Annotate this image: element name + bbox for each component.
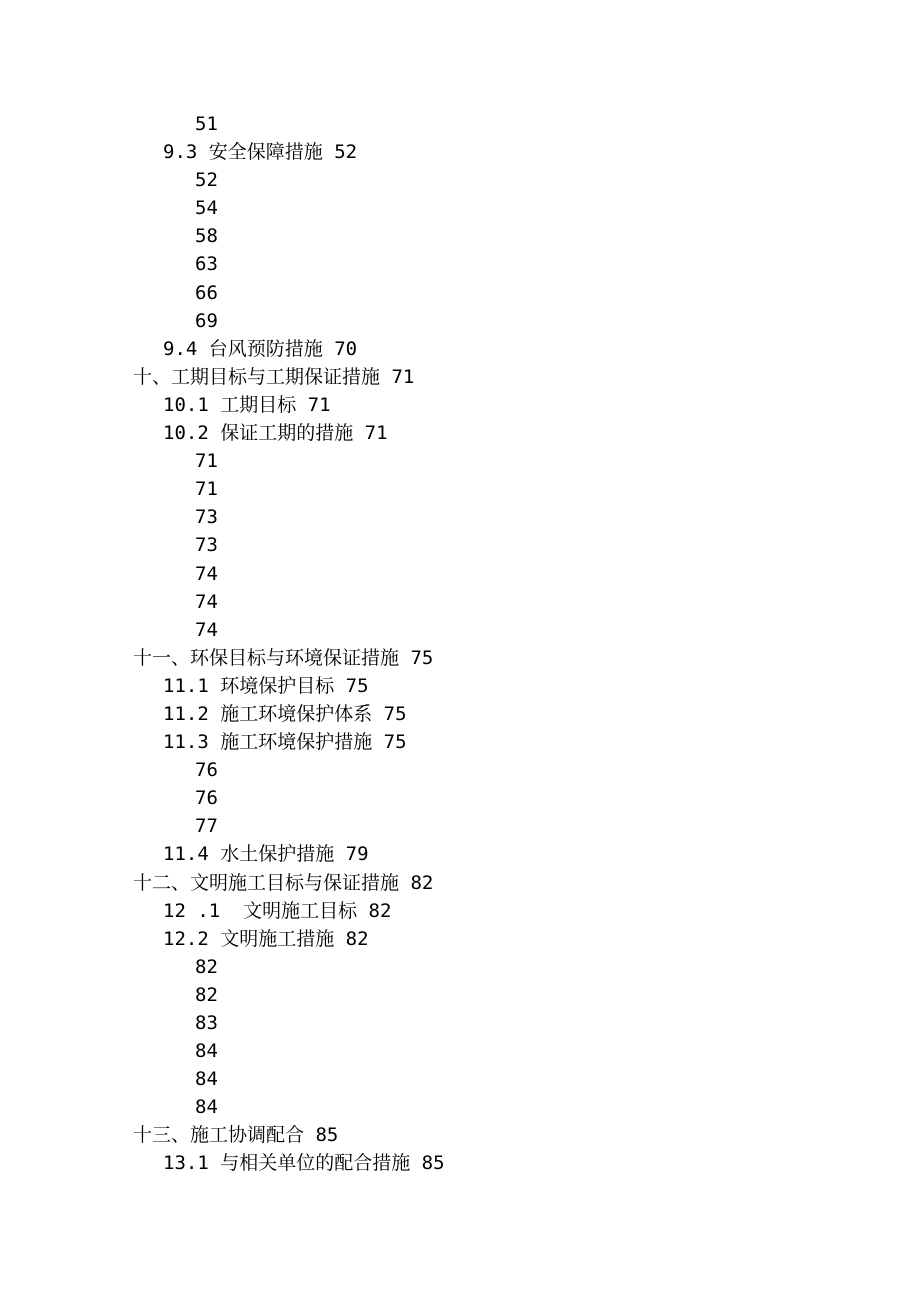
toc-section-entry: 11.3 施工环境保护措施 75: [163, 731, 407, 754]
toc-section-entry: 9.3 安全保障措施 52: [163, 141, 358, 164]
toc-page-number-entry: 82: [195, 983, 218, 1006]
toc-page-number-entry: 71: [195, 478, 218, 501]
toc-page-number-entry: 73: [195, 534, 218, 557]
toc-page-number-entry: 84: [195, 1096, 218, 1119]
toc-page-number-entry: 82: [195, 955, 218, 978]
toc-chapter-entry: 十三、施工协调配合 85: [133, 1124, 339, 1147]
toc-page-number-entry: 58: [195, 225, 218, 248]
toc-section-entry: 11.1 环境保护目标 75: [163, 674, 369, 697]
toc-section-entry: 11.4 水土保护措施 79: [163, 843, 369, 866]
toc-page-number-entry: 54: [195, 197, 218, 220]
toc-chapter-entry: 十一、环保目标与环境保证措施 75: [133, 646, 434, 669]
toc-page-number-entry: 76: [195, 787, 218, 810]
toc-page-number-entry: 71: [195, 450, 218, 473]
toc-page-number-entry: 73: [195, 506, 218, 529]
toc-chapter-entry: 十、工期目标与工期保证措施 71: [133, 365, 415, 388]
toc-page-number-entry: 76: [195, 759, 218, 782]
toc-page-number-entry: 66: [195, 281, 218, 304]
toc-page-number-entry: 74: [195, 562, 218, 585]
toc-section-entry: 9.4 台风预防措施 70: [163, 337, 358, 360]
toc-section-entry: 12.2 文明施工措施 82: [163, 927, 369, 950]
toc-page-number-entry: 77: [195, 815, 218, 838]
toc-section-entry: 12 .1 文明施工目标 82: [163, 899, 392, 922]
toc-chapter-entry: 十二、文明施工目标与保证措施 82: [133, 871, 434, 894]
toc-page-number-entry: 84: [195, 1068, 218, 1091]
table-of-contents: [0, 110, 920, 1178]
toc-page-number-entry: 83: [195, 1012, 218, 1034]
toc-page-number-entry: 74: [195, 590, 218, 613]
toc-page-number-entry: 74: [195, 618, 218, 641]
toc-section-entry: 11.2 施工环境保护体系 75: [163, 702, 407, 725]
toc-page-number-entry: 51: [195, 113, 218, 135]
toc-section-entry: 10.1 工期目标 71: [163, 393, 331, 416]
toc-page-number-entry: 84: [195, 1040, 218, 1063]
toc-page-number-entry: 69: [195, 309, 218, 332]
toc-section-entry: 13.1 与相关单位的配合措施 85: [163, 1152, 445, 1175]
toc-section-entry: 10.2 保证工期的措施 71: [163, 422, 388, 445]
toc-page-number-entry: 63: [195, 253, 218, 276]
toc-page-number-entry: 52: [195, 169, 218, 192]
